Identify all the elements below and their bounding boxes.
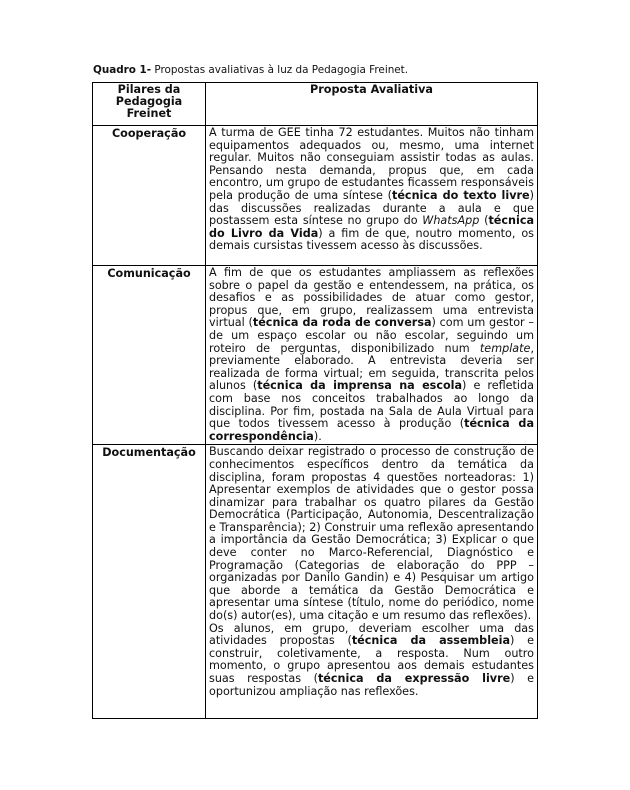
proposal-text: A turma de GEE tinha 72 estudantes. Muitos não tinham equipamentos adequados ou, mesmo, uma internet regular. Muitos não conseguiam assistir todas as aulas. Pensando nesta demanda, propus que, em cada encontro, um grupo de estudantes ficassem responsáveis pela produção de uma síntese (	[209, 126, 534, 202]
proposal-text: ).	[313, 429, 322, 443]
table-row	[93, 266, 538, 445]
header-pilares: Pilares da Pedagogia Freinet	[93, 83, 206, 126]
proposal-text: A fim de que os estudantes ampliassem as reflexões sobre o papel da gestão e entendessem, na prática, os desafios e as possibilidades de atuar como gestor, propus que, em grupo, realizassem uma entrevista virtual (	[209, 266, 534, 330]
technique-term: técnica da correspondência	[209, 417, 534, 443]
pillar-cell: Cooperação	[93, 126, 206, 266]
proposal-text: ) com um gestor – de um espaço escolar ou não escolar, seguindo um roteiro de perguntas, disponibilizado num	[209, 316, 534, 355]
table-caption	[93, 64, 408, 76]
header-proposta: Proposta Avaliativa	[206, 83, 538, 126]
proposal-text: Os alunos, em grupo, deveriam escolher uma das atividades propostas (	[209, 621, 534, 648]
proposal-text: , previamente elaborado. A entrevista deveria ser realizada de forma virtual; em seguida, transcrita pelos alunos (	[209, 341, 534, 393]
pillar-cell: Documentação	[93, 445, 206, 719]
proposal-text: Buscando deixar registrado o processo de construção de conhecimentos específicos dentro da temática da disciplina, foram propostas 4 questões norteadoras: 1) Apresentar exemplos de atividades que o gestor possa dinamizar para trabalhar os quatro pilares da Gestão Democrática (Participação, Autonomia, Descentralização e Transparência); 2) Construir uma reflexão apresentando a importância da Gestão Democrática; 3) Explicar o que deve conter no Marco-Referencial, Diagnóstico e Programação (Categorias de elaboração do PPP – organizadas por Danilo Gandin) e 4) Pesquisar um artigo que aborde a temática da Gestão Democrática e apresentar uma síntese (título, nome do periódico, nome do(s) autor(es), uma citação e um resumo das reflexões).	[209, 445, 534, 623]
proposal-text: ) e construir, coletivamente, a resposta. Num outro momento, o grupo apresentou aos demais estudantes suas respostas (	[209, 634, 534, 685]
proposal-text: ) das discussões realizadas durante a aula e que postassem esta síntese no grupo do	[209, 188, 534, 228]
proposal-cell	[206, 445, 538, 719]
table-row	[93, 126, 538, 266]
technique-term: técnica da assembleia	[351, 634, 510, 648]
emphasis-text: WhatsApp	[422, 214, 480, 228]
proposal-cell	[206, 126, 538, 266]
pillar-cell: Comunicação	[93, 266, 206, 445]
caption-label: Quadro 1-	[93, 64, 152, 76]
proposal-text: ) a fim de que, noutro momento, os demais cursistas tivessem acesso às discussões.	[209, 226, 535, 253]
quadro-table	[92, 82, 538, 719]
proposal-cell	[206, 266, 538, 445]
proposal-text: (	[479, 214, 489, 228]
proposal-text: ) e refletida com base nos conceitos trabalhados ao longo da disciplina. Por fim, postada na Sala de Aula Virtual para que todos tivessem acesso à produção (	[209, 379, 534, 431]
table-row	[93, 445, 538, 719]
technique-term: técnica da imprensa na escola	[257, 379, 463, 393]
caption-text: Propostas avaliativas à luz da Pedagogia Freinet.	[151, 64, 409, 76]
emphasis-text: template	[479, 341, 531, 355]
proposal-text: ) e oportunizou ampliação nas reflexões.	[209, 672, 534, 698]
technique-term: técnica do texto livre	[392, 188, 530, 202]
technique-term: técnica do Livro da Vida	[209, 214, 535, 240]
technique-term: técnica da expressão livre	[317, 672, 511, 685]
table-header-row	[93, 83, 538, 126]
technique-term: técnica da roda de conversa	[252, 316, 432, 330]
